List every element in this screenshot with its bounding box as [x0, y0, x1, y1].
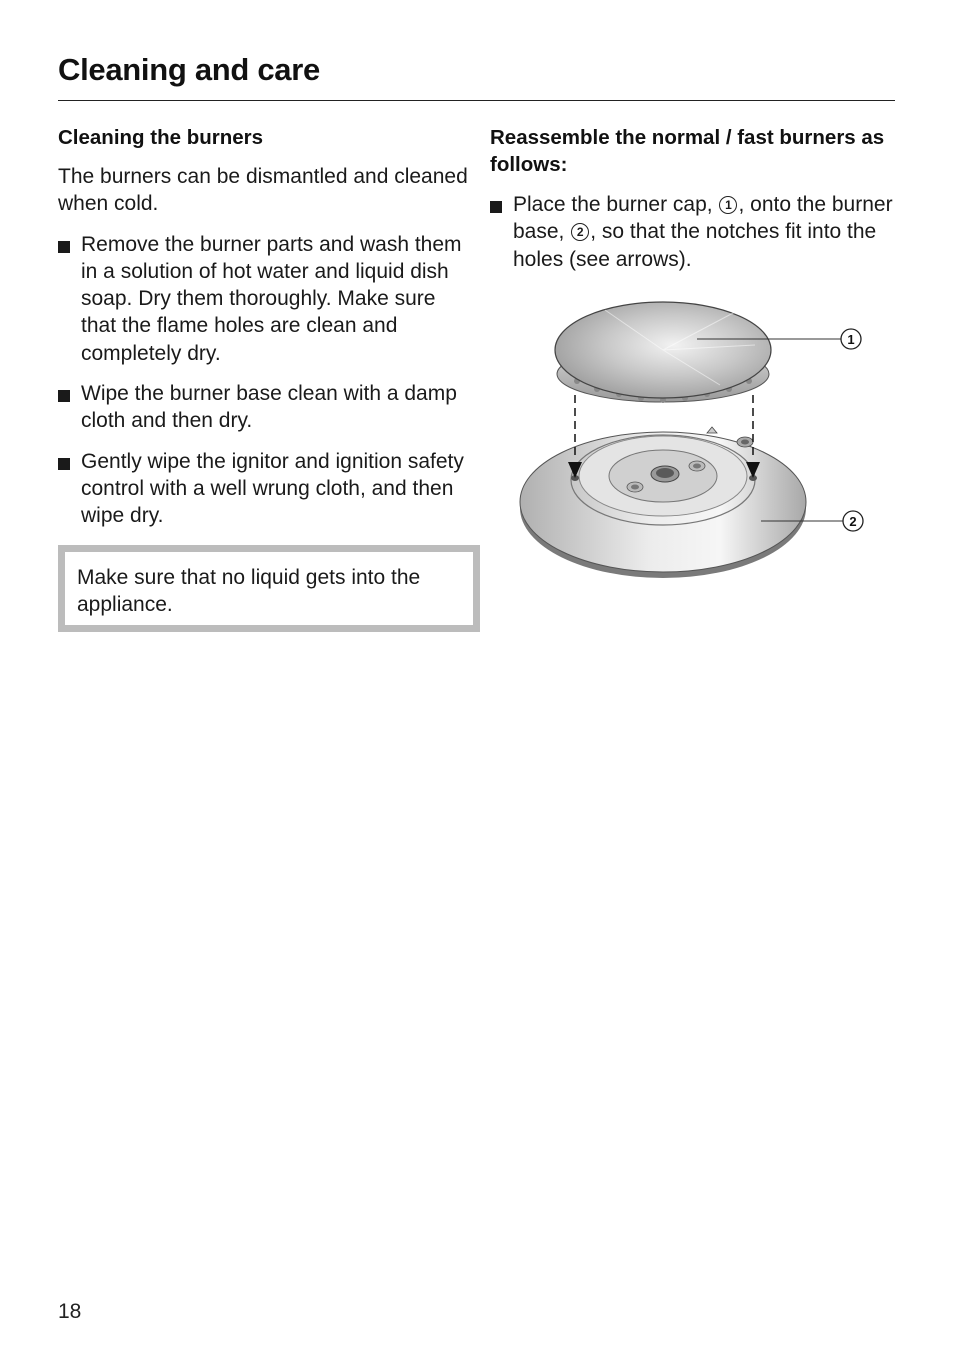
- title-divider: [58, 100, 895, 101]
- warning-note-box: [58, 545, 480, 633]
- list-item-text: Remove the burner parts and wash them in a solution of hot water and liquid dish soap. Dry them thoroughly. Make sure that the flame holes are clean and completely dry.: [81, 232, 462, 365]
- burner-cap: [555, 302, 771, 403]
- step-text-part3: , so that the notches fit into the holes (see arrows).: [513, 220, 877, 271]
- intro-paragraph: The burners can be dismantled and cleaned when cold.: [58, 165, 468, 216]
- list-item-text: Gently wipe the ignitor and ignition safety control with a well wrung cloth, and then wipe dry.: [81, 449, 464, 528]
- right-column: [490, 124, 900, 273]
- bullet-square-icon: [58, 390, 70, 402]
- list-item-text: Wipe the burner base clean with a damp cloth and then dry.: [81, 382, 457, 433]
- section-heading-cleaning-burners: Cleaning the burners: [58, 126, 264, 149]
- bullet-square-icon: [490, 201, 502, 213]
- list-item: [58, 231, 468, 367]
- bullet-square-icon: [58, 241, 70, 253]
- callout-ref-1: 1: [719, 196, 737, 214]
- callout-label-2: 2: [849, 514, 857, 529]
- page-number: 18: [58, 1300, 82, 1323]
- callout-ref-2: 2: [571, 223, 589, 241]
- left-column: [58, 124, 468, 632]
- step-text-part1: Place the burner cap,: [513, 193, 713, 216]
- section-heading-reassemble: Reassemble the normal / fast burners as follows:: [490, 126, 885, 176]
- reassemble-steps-list: [490, 191, 900, 273]
- callout-label-1: 1: [847, 332, 855, 347]
- cleaning-steps-list: [58, 231, 468, 530]
- bullet-square-icon: [58, 458, 70, 470]
- list-item: [58, 380, 468, 435]
- step-text-part2: , onto the burner base,: [513, 193, 893, 244]
- burner-base: [520, 427, 806, 578]
- list-item: [58, 448, 468, 530]
- warning-note-text: Make sure that no liquid gets into the appliance.: [77, 565, 421, 616]
- burner-assembly-illustration: [505, 290, 875, 590]
- list-item: [490, 191, 900, 273]
- page-title: Cleaning and care: [58, 52, 320, 87]
- burner-diagram-svg: [505, 290, 875, 590]
